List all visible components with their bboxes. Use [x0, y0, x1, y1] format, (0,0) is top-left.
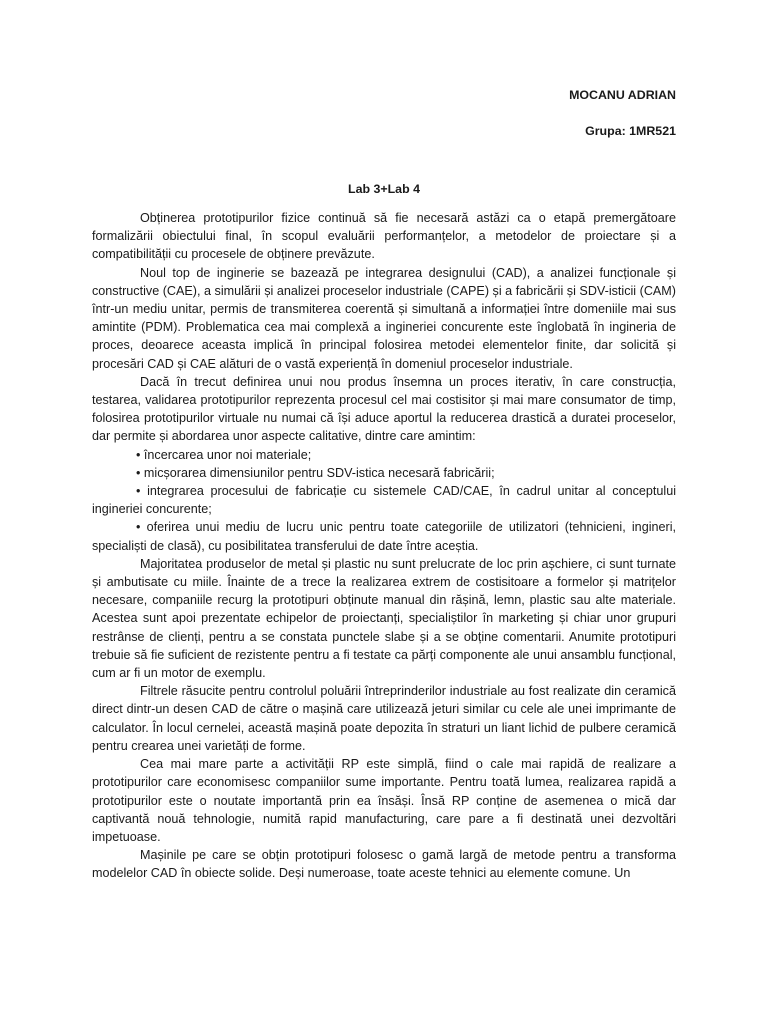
document-title: Lab 3+Lab 4 — [348, 182, 420, 196]
paragraph: Obținerea prototipurilor fizice continuă să fie necesară astăzi ca o etapă premergătoare formalizării obiectului final, în scopul evaluării performanțelor, a metodelor de proiectare și a compatibilității cu procesele de obținere prevăzute. — [92, 211, 676, 262]
paragraph: Mașinile pe care se obțin prototipuri folosesc o gamă largă de metode pentru a transforma modelelor CAD în obiecte solide. Deși numeroase, toate aceste tehnici au elemente comune. Un — [92, 848, 676, 881]
paragraph: Filtrele răsucite pentru controlul poluării întreprinderilor industriale au fost realizate din ceramică direct dintr-un desen CAD de către o mașină care utilizează jeturi similar cu cele ale unei imprimante de calculator. În locul cernelei, această mașină poate depozita în straturi un liant lichid de pulbere ceramică pentru crearea unei varietăți de forme. — [92, 684, 676, 753]
author-name: MOCANU ADRIAN — [569, 88, 676, 102]
paragraph: Majoritatea produselor de metal și plastic nu sunt prelucrate de loc prin așchiere, ci sunt turnate și ambutisate cu miile. Înainte de a trece la realizarea extrem de costisitoare a formelor și matrițelor necesare, companiile recurg la prototipuri obținute manual din rășină, lemn, plastic sau alte materiale. Acestea sunt apoi prezentate echipelor de proiectanți, specialiștilor în marketing și chiar unor grupuri restrânse de clienți, pentru a se constata punctele slabe și a se obține comentarii. Anumite prototipuri trebuie să fie suficient de rezistente pentru a fi testate ca părți componente ale unui ansamblu funcțional, cum ar fi un motor de exemplu. — [92, 556, 676, 681]
paragraph: Noul top de inginerie se bazează pe integrarea designului (CAD), a analizei funcționale și constructive (CAE), a simulării și analizei proceselor industriale (CAPE) și a fabricării și SDV-isticii (CAM) într-un mediu unitar, permis de transmiterea coerentă și simultană a informației între domeniile mai sus amintite (PDM). Problematica cea mai complexă a ingineriei concurente este înglobată în ingineria de proces, deoarece aceasta implică în principal folosirea metodei elementelor finite, dar solicită și procesări CAD și CAE alături de o vastă experiență în domeniul proceselor industriale. — [92, 265, 676, 371]
document-body — [92, 209, 676, 883]
bullet-item: • integrarea procesului de fabricație cu sistemele CAD/CAE, în cadrul unitar al conceptului ingineriei concurente; — [92, 484, 676, 517]
group-label: Grupa: 1MR521 — [585, 124, 676, 138]
paragraph: Cea mai mare parte a activității RP este simplă, fiind o cale mai rapidă de realizare a prototipurilor care economisesc companiilor sume importante. Pentru toată lumea, realizarea rapidă a prototipurilor este o noutate importantă prin ea însăși. Însă RP conține de asemenea o mică dar captivantă nouă tehnologie, numită rapid manufacturing, care pare a fi destinată unei dezvoltări impetuoase. — [92, 757, 676, 844]
bullet-item: • încercarea unor noi materiale; — [136, 447, 312, 462]
bullet-item: • oferirea unui mediu de lucru unic pentru toate categoriile de utilizatori (tehnicieni, ingineri, specialiști de clasă), cu posibilitatea transferului de date între aceștia. — [92, 520, 676, 553]
bullet-item: • micșorarea dimensiunilor pentru SDV-istica necesară fabricării; — [136, 465, 495, 480]
paragraph: Dacă în trecut definirea unui nou produs însemna un proces iterativ, în care construcția, testarea, validarea prototipurilor reprezenta procesul cel mai costisitor și mai mare consumator de timp, folosirea prototipurilor virtuale nu numai că își aduce aportul la reducerea drastică a duratei proceselor, dar permite și abordarea unor aspecte calitative, dintre care amintim: — [92, 374, 676, 444]
